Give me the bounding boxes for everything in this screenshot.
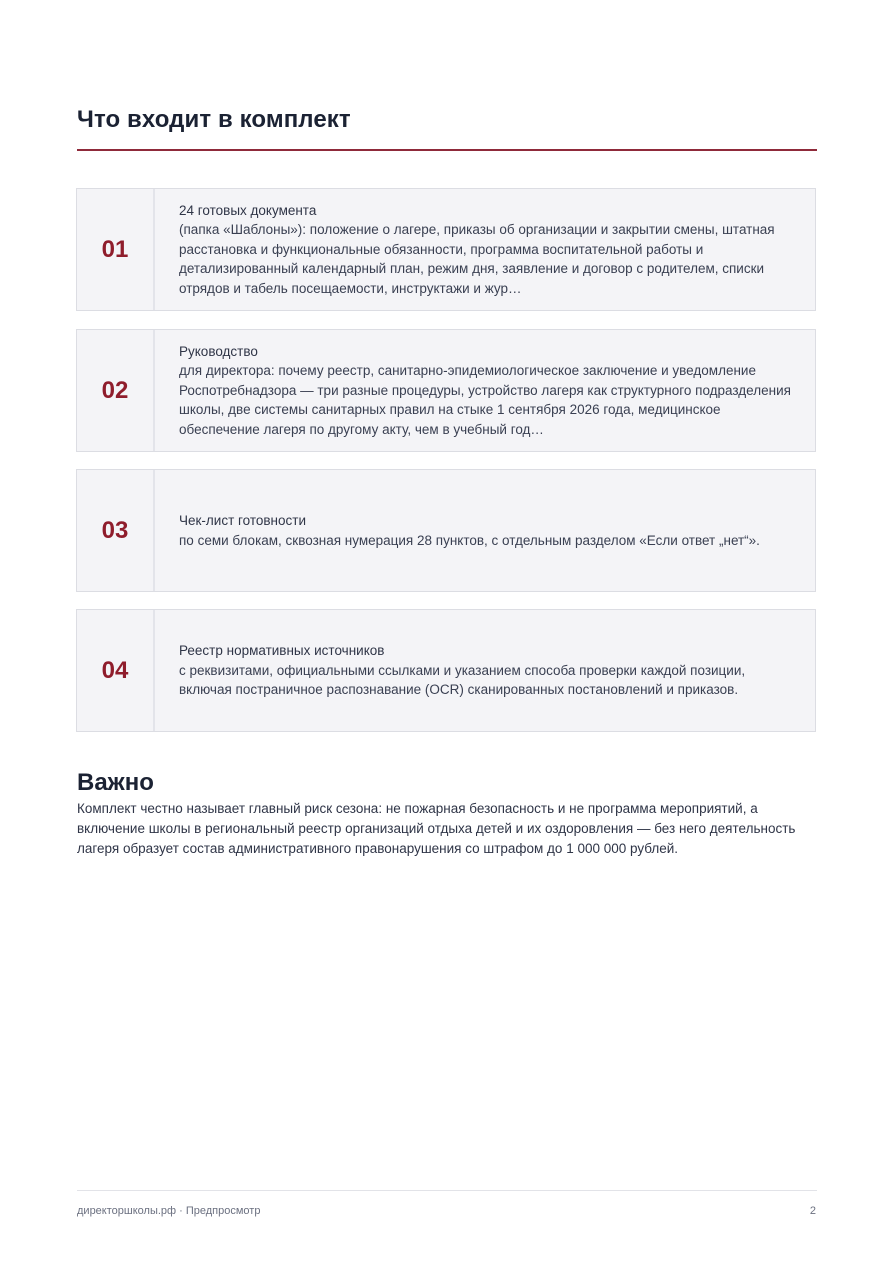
kit-item-card [76, 329, 816, 452]
kit-item-description: с реквизитами, официальными ссылками и указанием способа проверки каждой позиции, включая постраничное распознавание (OCR) сканированных постановлений и приказов. [179, 662, 746, 698]
kit-item-title: 24 готовых документа [179, 202, 317, 218]
kit-item-description: (папка «Шаблоны»): положение о лагере, приказы об организации и закрытии смены, штатная расстановка и функциональные обязанности, программа воспитательной работы и детализированный календарный план, режим дня, заявление и договор с родителем, списки отрядов и табель посещаемости, инструктажи и жур… [179, 222, 775, 296]
kit-item-title: Реестр нормативных источников [179, 643, 385, 659]
footer-divider [77, 1190, 817, 1191]
kit-item-description: для директора: почему реестр, санитарно-эпидемиологическое заключение и уведомление Роспотребнадзора — три разные процедуры, устройство лагеря как структурного подразделения школы, две системы санитарных правил на стыке 1 сентября 2026 года, медицинское обеспечение лагеря по другому акту, чем в учебный год… [179, 363, 791, 437]
page-number: 2 [809, 1205, 816, 1217]
kit-item-number: 03 [101, 516, 129, 544]
important-text: Комплект честно называет главный риск сезона: не пожарная безопасность и не программа мероприятий, а включение школы в региональный реестр организаций отдыха детей и их оздоровления — без него деятельность лагеря образует состав административного правонарушения со штрафом до 1 000 000 рублей. [77, 801, 796, 856]
kit-item-body [179, 610, 795, 731]
title-divider [77, 149, 817, 151]
kit-item-card [76, 609, 816, 732]
kit-item-body [179, 470, 795, 591]
footer-source: директоршколы.рф · Предпросмотр [77, 1205, 261, 1217]
kit-item-number: 02 [101, 376, 129, 404]
kit-item-number: 04 [101, 656, 129, 684]
page-title: Что входит в комплект [77, 106, 351, 133]
kit-item-card [76, 188, 816, 311]
kit-item-title: Чек-лист готовности [179, 513, 306, 528]
kit-item-body [179, 330, 795, 451]
kit-item-body [179, 189, 795, 310]
kit-item-number: 01 [101, 235, 129, 263]
kit-item-number-column [77, 330, 155, 451]
kit-item-number-column [77, 610, 155, 731]
important-heading: Важно [77, 769, 154, 796]
kit-item-title: Руководство [179, 343, 258, 359]
kit-item-description: по семи блокам, сквозная нумерация 28 пунктов, с отдельным разделом «Если ответ „нет“». [179, 532, 760, 548]
kit-item-card [76, 469, 816, 592]
kit-item-number-column [77, 189, 155, 310]
kit-item-number-column [77, 470, 155, 591]
